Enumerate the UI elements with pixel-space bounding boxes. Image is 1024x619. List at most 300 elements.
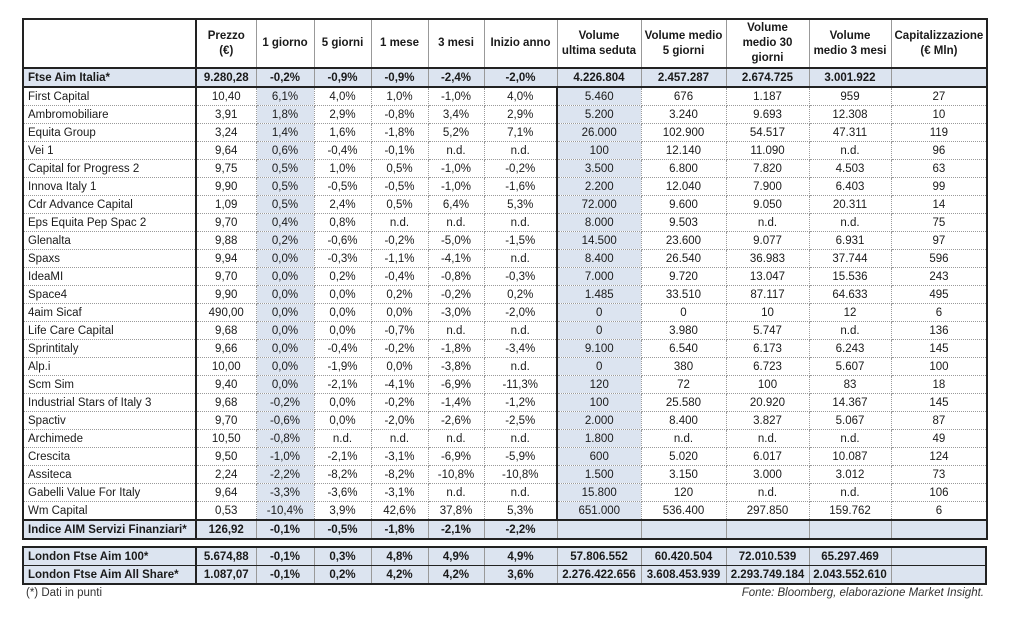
table-cell: -0,4%	[314, 340, 371, 358]
table-cell: 102.900	[641, 124, 726, 142]
table-cell: n.d.	[641, 430, 726, 448]
row-label: Assiteca	[23, 466, 196, 484]
row-label: Industrial Stars of Italy 3	[23, 394, 196, 412]
table-cell: 6,4%	[428, 196, 484, 214]
table-cell: -2,0%	[484, 68, 557, 87]
table-cell: 99	[891, 178, 987, 196]
table-row	[23, 376, 987, 394]
table-cell: 0,0%	[314, 394, 371, 412]
table-cell: 8.000	[557, 214, 641, 232]
table-cell: -11,3%	[484, 376, 557, 394]
table-cell: n.d.	[428, 214, 484, 232]
table-cell: -0,1%	[256, 566, 314, 585]
table-cell: 23.600	[641, 232, 726, 250]
table-cell: 4.503	[809, 160, 891, 178]
table-cell: 1.800	[557, 430, 641, 448]
table-cell: -1,4%	[428, 394, 484, 412]
table-cell: 0,0%	[371, 358, 428, 376]
table-cell: 9,90	[196, 178, 256, 196]
table-cell: 6.403	[809, 178, 891, 196]
row-label: Space4	[23, 286, 196, 304]
table-cell: 0	[641, 304, 726, 322]
table-cell: 676	[641, 87, 726, 106]
table-cell: n.d.	[484, 214, 557, 232]
table-cell: -0,9%	[371, 68, 428, 87]
row-label: Life Care Capital	[23, 322, 196, 340]
table-cell: 0,8%	[314, 214, 371, 232]
table-cell: 3,6%	[484, 566, 557, 585]
table-cell: 37.744	[809, 250, 891, 268]
row-label: Alp.i	[23, 358, 196, 376]
table-cell: 64.633	[809, 286, 891, 304]
table-cell	[809, 520, 891, 539]
table-cell: 0,0%	[314, 322, 371, 340]
table-cell: 60.420.504	[641, 547, 726, 566]
table-cell: -5,0%	[428, 232, 484, 250]
table-cell: -2,2%	[256, 466, 314, 484]
table-row	[23, 268, 987, 286]
table-cell: n.d.	[726, 484, 809, 502]
table-cell: 9,70	[196, 268, 256, 286]
column-header: Volume medio 30 giorni	[726, 19, 809, 68]
table-cell: -0,1%	[256, 520, 314, 539]
table-cell: 6.540	[641, 340, 726, 358]
table-cell: 5.067	[809, 412, 891, 430]
table-cell: 0,5%	[256, 196, 314, 214]
table-cell: 0,0%	[371, 304, 428, 322]
table-cell: -5,9%	[484, 448, 557, 466]
table-cell: -1,6%	[484, 178, 557, 196]
table-cell	[641, 520, 726, 539]
table-row	[23, 340, 987, 358]
table-cell: 75	[891, 214, 987, 232]
table-cell: 100	[557, 142, 641, 160]
table-cell: -0,2%	[371, 232, 428, 250]
table-cell: 47.311	[809, 124, 891, 142]
table-cell: n.d.	[809, 430, 891, 448]
london-aim-table	[22, 546, 987, 585]
table-cell: -0,8%	[428, 268, 484, 286]
column-header: Inizio anno	[484, 19, 557, 68]
table-cell: n.d.	[484, 250, 557, 268]
table-cell: 14.500	[557, 232, 641, 250]
table-cell: 9.100	[557, 340, 641, 358]
table-cell: 297.850	[726, 502, 809, 521]
table-cell: -3,4%	[484, 340, 557, 358]
table-cell: 3.000	[726, 466, 809, 484]
table-cell: 6.800	[641, 160, 726, 178]
column-header: 1 mese	[371, 19, 428, 68]
table-cell: -1,5%	[484, 232, 557, 250]
table-cell: n.d.	[428, 484, 484, 502]
london-index-row	[23, 547, 986, 566]
table-cell: 2,4%	[314, 196, 371, 214]
table-cell	[891, 547, 986, 566]
table-cell: -10,8%	[428, 466, 484, 484]
table-cell: -0,2%	[371, 340, 428, 358]
table-cell: n.d.	[809, 214, 891, 232]
table-cell: n.d.	[726, 430, 809, 448]
table-cell: 4,8%	[371, 547, 428, 566]
column-header: 1 giorno	[256, 19, 314, 68]
row-label: Cdr Advance Capital	[23, 196, 196, 214]
table-cell: 73	[891, 466, 987, 484]
table-cell: n.d.	[809, 322, 891, 340]
table-cell: 37,8%	[428, 502, 484, 521]
table-row	[23, 448, 987, 466]
table-cell: 10,40	[196, 87, 256, 106]
table-cell: 65.297.469	[809, 547, 891, 566]
table-cell: 4.226.804	[557, 68, 641, 87]
table-cell: n.d.	[428, 142, 484, 160]
table-cell: 3,9%	[314, 502, 371, 521]
table-cell: n.d.	[484, 484, 557, 502]
table-cell: n.d.	[809, 142, 891, 160]
table-cell: 87.117	[726, 286, 809, 304]
table-cell: 0,0%	[314, 286, 371, 304]
table-cell: 9,68	[196, 322, 256, 340]
table-row	[23, 106, 987, 124]
table-cell: -8,2%	[314, 466, 371, 484]
table-row	[23, 250, 987, 268]
table-cell: 9,75	[196, 160, 256, 178]
table-cell: 9.720	[641, 268, 726, 286]
table-row	[23, 484, 987, 502]
row-label: Glenalta	[23, 232, 196, 250]
table-cell: 49	[891, 430, 987, 448]
table-cell: 10,00	[196, 358, 256, 376]
table-cell: 2,24	[196, 466, 256, 484]
row-label: Archimede	[23, 430, 196, 448]
table-cell: 0,5%	[256, 160, 314, 178]
table-cell: 3.980	[641, 322, 726, 340]
table-cell: 5,2%	[428, 124, 484, 142]
table-cell: 20.311	[809, 196, 891, 214]
london-index-row	[23, 566, 986, 585]
table-cell: 6.723	[726, 358, 809, 376]
table-cell: -3,0%	[428, 304, 484, 322]
table-cell: -8,2%	[371, 466, 428, 484]
table-cell: 7.000	[557, 268, 641, 286]
table-cell: 2.200	[557, 178, 641, 196]
table-row	[23, 178, 987, 196]
index-row-ftse-aim-italia	[23, 68, 987, 87]
table-cell: -3,3%	[256, 484, 314, 502]
table-cell: 6,1%	[256, 87, 314, 106]
table-cell: 100	[557, 394, 641, 412]
table-cell: -2,0%	[484, 304, 557, 322]
table-row	[23, 466, 987, 484]
table-row	[23, 358, 987, 376]
table-cell: 5,3%	[484, 502, 557, 521]
table-cell: 6	[891, 502, 987, 521]
row-label: Vei 1	[23, 142, 196, 160]
table-cell: 380	[641, 358, 726, 376]
table-row	[23, 196, 987, 214]
table-cell: 0,0%	[256, 340, 314, 358]
row-label: Ambromobiliare	[23, 106, 196, 124]
table-cell: 119	[891, 124, 987, 142]
row-label: London Ftse Aim 100*	[23, 547, 196, 566]
table-cell: -2,6%	[428, 412, 484, 430]
table-cell: 97	[891, 232, 987, 250]
table-cell: 15.800	[557, 484, 641, 502]
table-cell: 9,64	[196, 142, 256, 160]
table-cell: -0,8%	[371, 106, 428, 124]
table-cell: 3,91	[196, 106, 256, 124]
table-row	[23, 160, 987, 178]
table-cell: -1,8%	[371, 520, 428, 539]
table-cell: 1.485	[557, 286, 641, 304]
table-cell: 7.900	[726, 178, 809, 196]
table-cell: 136	[891, 322, 987, 340]
table-cell: -0,3%	[314, 250, 371, 268]
table-row	[23, 430, 987, 448]
table-cell: n.d.	[428, 322, 484, 340]
table-cell: 490,00	[196, 304, 256, 322]
table-cell: 9,70	[196, 214, 256, 232]
table-cell: 96	[891, 142, 987, 160]
table-cell: 10	[726, 304, 809, 322]
table-cell: 4,9%	[428, 547, 484, 566]
table-cell: 10,50	[196, 430, 256, 448]
table-cell: 0,2%	[314, 268, 371, 286]
table-row	[23, 232, 987, 250]
table-cell: -0,6%	[314, 232, 371, 250]
table-cell: 0	[557, 304, 641, 322]
table-cell: 2,9%	[314, 106, 371, 124]
table-cell: -2,1%	[314, 376, 371, 394]
table-cell: 5.460	[557, 87, 641, 106]
table-cell: 0,0%	[256, 250, 314, 268]
table-cell: 9.280,28	[196, 68, 256, 87]
table-cell: 9.600	[641, 196, 726, 214]
row-label: Indice AIM Servizi Finanziari*	[23, 520, 196, 539]
table-cell: 7.820	[726, 160, 809, 178]
table-cell: -2,2%	[484, 520, 557, 539]
row-label: London Ftse Aim All Share*	[23, 566, 196, 585]
table-cell: 6.931	[809, 232, 891, 250]
table-cell: 100	[726, 376, 809, 394]
table-cell: 3.500	[557, 160, 641, 178]
table-cell: 0,2%	[314, 566, 371, 585]
source-credit: Fonte: Bloomberg, elaborazione Market Insight.	[741, 587, 984, 599]
table-cell: -1,0%	[428, 160, 484, 178]
table-row	[23, 124, 987, 142]
table-cell: n.d.	[809, 484, 891, 502]
aim-financial-table	[22, 18, 988, 540]
table-cell: 120	[641, 484, 726, 502]
table-cell: 0,0%	[256, 268, 314, 286]
row-label: Wm Capital	[23, 502, 196, 521]
index-row-aim-servizi-finanziari	[23, 520, 987, 539]
table-cell: 26.000	[557, 124, 641, 142]
table-cell: 596	[891, 250, 987, 268]
table-cell: 4,2%	[371, 566, 428, 585]
table-cell: -0,3%	[484, 268, 557, 286]
table-cell: 2.457.287	[641, 68, 726, 87]
table-cell: -2,0%	[371, 412, 428, 430]
table-cell: 9,94	[196, 250, 256, 268]
table-cell: 9,50	[196, 448, 256, 466]
table-cell: 72.000	[557, 196, 641, 214]
table-cell: 0,3%	[314, 547, 371, 566]
table-cell: -6,9%	[428, 376, 484, 394]
table-cell	[891, 566, 986, 585]
table-cell: -0,5%	[314, 520, 371, 539]
table-row	[23, 502, 987, 521]
table-row	[23, 214, 987, 232]
table-cell	[891, 520, 987, 539]
table-row	[23, 394, 987, 412]
table-cell: 1,0%	[371, 87, 428, 106]
table-cell: -0,5%	[314, 178, 371, 196]
table-row	[23, 142, 987, 160]
table-cell: 495	[891, 286, 987, 304]
table-cell: 0,6%	[256, 142, 314, 160]
table-cell: 87	[891, 412, 987, 430]
table-cell: 0,2%	[484, 286, 557, 304]
table-cell: 100	[891, 358, 987, 376]
table-cell: 83	[809, 376, 891, 394]
table-cell: 159.762	[809, 502, 891, 521]
table-cell: 3.150	[641, 466, 726, 484]
table-cell: 124	[891, 448, 987, 466]
table-cell: 2.293.749.184	[726, 566, 809, 585]
table-row	[23, 412, 987, 430]
table-cell: 0,0%	[314, 412, 371, 430]
table-cell: 25.580	[641, 394, 726, 412]
table-cell: 0	[557, 358, 641, 376]
table-cell: 106	[891, 484, 987, 502]
table-cell: n.d.	[484, 142, 557, 160]
table-cell	[557, 520, 641, 539]
table-cell: -1,0%	[256, 448, 314, 466]
table-cell: 10	[891, 106, 987, 124]
footnote: (*) Dati in punti	[26, 587, 103, 599]
table-cell: -4,1%	[428, 250, 484, 268]
table-cell: 145	[891, 340, 987, 358]
table-cell: 20.920	[726, 394, 809, 412]
table-cell: 72	[641, 376, 726, 394]
table-cell: -0,2%	[256, 68, 314, 87]
table-cell: 3.827	[726, 412, 809, 430]
table-cell: 12	[809, 304, 891, 322]
table-cell: 5.200	[557, 106, 641, 124]
row-label: 4aim Sicaf	[23, 304, 196, 322]
table-cell: -0,7%	[371, 322, 428, 340]
table-cell: 5.674,88	[196, 547, 256, 566]
table-cell: 3.001.922	[809, 68, 891, 87]
header-row	[23, 19, 987, 68]
table-cell: 1,09	[196, 196, 256, 214]
table-cell: 42,6%	[371, 502, 428, 521]
table-cell: -0,4%	[314, 142, 371, 160]
table-cell: 13.047	[726, 268, 809, 286]
table-cell: 0,53	[196, 502, 256, 521]
table-cell: 2.000	[557, 412, 641, 430]
table-cell	[891, 68, 987, 87]
table-cell: 9,88	[196, 232, 256, 250]
table-cell: -3,6%	[314, 484, 371, 502]
row-label: Sprintitaly	[23, 340, 196, 358]
table-cell: n.d.	[371, 214, 428, 232]
column-header: 5 giorni	[314, 19, 371, 68]
row-label: Eps Equita Pep Spac 2	[23, 214, 196, 232]
table-cell: 72.010.539	[726, 547, 809, 566]
table-cell: -0,2%	[371, 394, 428, 412]
table-cell: 6.243	[809, 340, 891, 358]
table-cell: n.d.	[371, 430, 428, 448]
table-cell: 1,4%	[256, 124, 314, 142]
table-cell: n.d.	[484, 322, 557, 340]
table-cell: 120	[557, 376, 641, 394]
table-cell: 145	[891, 394, 987, 412]
table-cell: 7,1%	[484, 124, 557, 142]
table-cell: 15.536	[809, 268, 891, 286]
table-cell: 0,0%	[256, 358, 314, 376]
table-cell: 9,90	[196, 286, 256, 304]
table-cell: 9.693	[726, 106, 809, 124]
row-label: Scm Sim	[23, 376, 196, 394]
table-cell: -1,9%	[314, 358, 371, 376]
table-cell: 0,2%	[371, 286, 428, 304]
table-cell: 0,5%	[371, 160, 428, 178]
table-cell: 14.367	[809, 394, 891, 412]
table-cell: 1,0%	[314, 160, 371, 178]
table-cell: 2,9%	[484, 106, 557, 124]
table-cell: 0,0%	[256, 376, 314, 394]
row-label: Spaxs	[23, 250, 196, 268]
row-label: Spactiv	[23, 412, 196, 430]
table-cell: -3,1%	[371, 448, 428, 466]
row-label: Ftse Aim Italia*	[23, 68, 196, 87]
table-cell: 6.173	[726, 340, 809, 358]
column-header: Capitalizzazione (€ Mln)	[891, 19, 987, 68]
table-cell: 0,0%	[256, 304, 314, 322]
table-cell: 5.607	[809, 358, 891, 376]
table-cell: 63	[891, 160, 987, 178]
row-label: Innova Italy 1	[23, 178, 196, 196]
table-cell: 9,64	[196, 484, 256, 502]
table-cell: 3.240	[641, 106, 726, 124]
table-cell: -2,1%	[428, 520, 484, 539]
table-cell: 12.140	[641, 142, 726, 160]
table-cell: 3.608.453.939	[641, 566, 726, 585]
table-cell: n.d.	[428, 430, 484, 448]
table-cell: 36.983	[726, 250, 809, 268]
column-header: Volume medio 3 mesi	[809, 19, 891, 68]
table-cell: 4,0%	[484, 87, 557, 106]
table-cell: 5.747	[726, 322, 809, 340]
table-cell: 9.077	[726, 232, 809, 250]
table-cell: 1.500	[557, 466, 641, 484]
table-cell: -1,8%	[371, 124, 428, 142]
table-cell: 0,5%	[371, 196, 428, 214]
table-cell: 1,8%	[256, 106, 314, 124]
table-cell: -3,1%	[371, 484, 428, 502]
table-cell: 12.040	[641, 178, 726, 196]
column-header: Volume medio 5 giorni	[641, 19, 726, 68]
table-cell: 1,6%	[314, 124, 371, 142]
table-cell: 0,5%	[256, 178, 314, 196]
table-cell: n.d.	[314, 430, 371, 448]
table-row	[23, 322, 987, 340]
column-header	[23, 19, 196, 68]
table-cell: 0	[557, 322, 641, 340]
table-cell: -0,1%	[371, 142, 428, 160]
table-cell: 18	[891, 376, 987, 394]
